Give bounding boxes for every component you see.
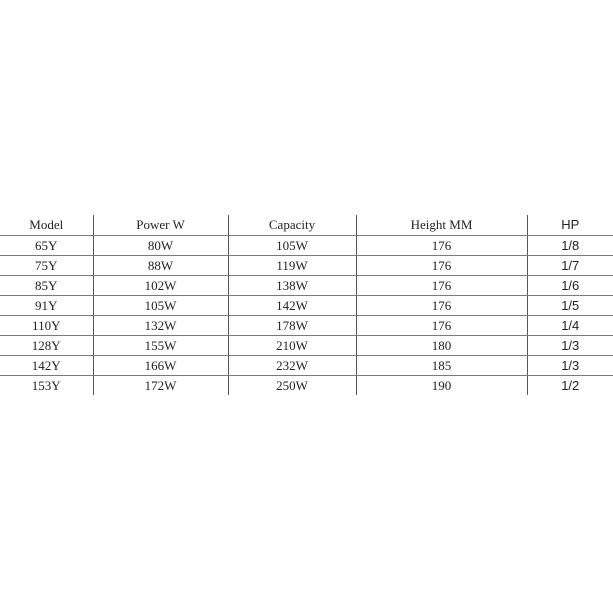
cell-hp: 1/5 bbox=[527, 296, 613, 316]
cell-power: 172W bbox=[93, 376, 228, 396]
table-row bbox=[0, 336, 613, 356]
table-row bbox=[0, 296, 613, 316]
header-height: Height MM bbox=[356, 215, 527, 236]
cell-power: 166W bbox=[93, 356, 228, 376]
cell-power: 88W bbox=[93, 256, 228, 276]
cell-power: 80W bbox=[93, 236, 228, 256]
cell-model: 65Y bbox=[0, 236, 93, 256]
table-row bbox=[0, 316, 613, 336]
cell-power: 155W bbox=[93, 336, 228, 356]
cell-capacity: 210W bbox=[228, 336, 356, 356]
table-row bbox=[0, 276, 613, 296]
header-hp: HP bbox=[527, 215, 613, 236]
table-header-row bbox=[0, 215, 613, 236]
cell-hp: 1/3 bbox=[527, 356, 613, 376]
cell-power: 132W bbox=[93, 316, 228, 336]
header-model: Model bbox=[0, 215, 93, 236]
cell-hp: 1/8 bbox=[527, 236, 613, 256]
cell-height: 190 bbox=[356, 376, 527, 396]
cell-model: 91Y bbox=[0, 296, 93, 316]
header-capacity: Capacity bbox=[228, 215, 356, 236]
cell-model: 85Y bbox=[0, 276, 93, 296]
cell-model: 142Y bbox=[0, 356, 93, 376]
cell-capacity: 105W bbox=[228, 236, 356, 256]
cell-capacity: 232W bbox=[228, 356, 356, 376]
cell-capacity: 250W bbox=[228, 376, 356, 396]
cell-model: 128Y bbox=[0, 336, 93, 356]
cell-hp: 1/4 bbox=[527, 316, 613, 336]
table-row bbox=[0, 236, 613, 256]
table-row bbox=[0, 376, 613, 396]
cell-height: 176 bbox=[356, 316, 527, 336]
table-row bbox=[0, 356, 613, 376]
header-power: Power W bbox=[93, 215, 228, 236]
spec-table bbox=[0, 215, 613, 395]
cell-capacity: 119W bbox=[228, 256, 356, 276]
cell-height: 176 bbox=[356, 236, 527, 256]
cell-model: 75Y bbox=[0, 256, 93, 276]
cell-hp: 1/6 bbox=[527, 276, 613, 296]
table-row bbox=[0, 256, 613, 276]
cell-height: 176 bbox=[356, 256, 527, 276]
cell-hp: 1/3 bbox=[527, 336, 613, 356]
cell-capacity: 138W bbox=[228, 276, 356, 296]
cell-capacity: 178W bbox=[228, 316, 356, 336]
cell-power: 105W bbox=[93, 296, 228, 316]
cell-hp: 1/2 bbox=[561, 378, 580, 393]
cell-model: 153Y bbox=[0, 376, 93, 396]
cell-height: 185 bbox=[356, 356, 527, 376]
cell-height: 180 bbox=[356, 336, 527, 356]
cell-height: 176 bbox=[356, 276, 527, 296]
cell-hp: 1/7 bbox=[527, 256, 613, 276]
cell-model: 110Y bbox=[0, 316, 93, 336]
cell-power: 102W bbox=[93, 276, 228, 296]
cell-height: 176 bbox=[356, 296, 527, 316]
cell-capacity: 142W bbox=[228, 296, 356, 316]
